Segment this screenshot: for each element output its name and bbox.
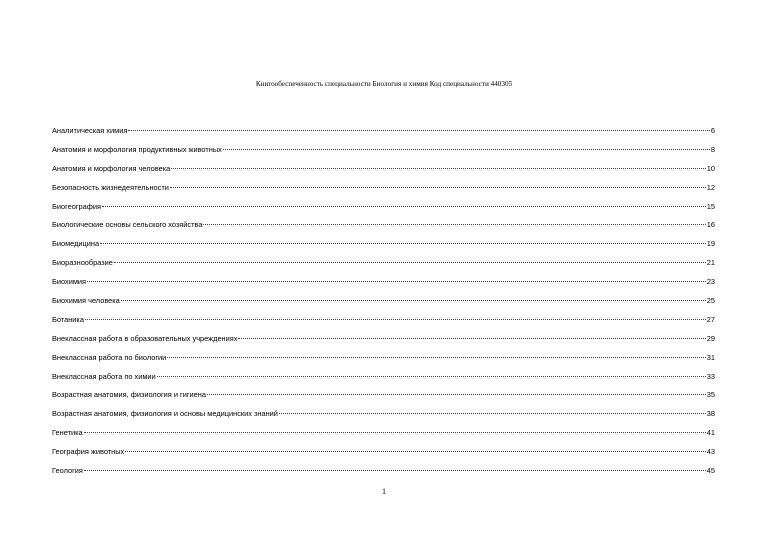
toc-dot-leader bbox=[170, 187, 706, 188]
toc-entry-label: Биоразнообразие bbox=[52, 258, 113, 268]
toc-entry-page-number: 21 bbox=[706, 258, 715, 268]
toc-entry-page-number: 10 bbox=[706, 163, 715, 173]
toc-entry[interactable] bbox=[52, 239, 715, 258]
toc-entry-page-number: 43 bbox=[706, 447, 715, 457]
toc-entry[interactable] bbox=[52, 220, 715, 239]
toc-entry-page-number: 23 bbox=[706, 277, 715, 287]
toc-entry[interactable] bbox=[52, 315, 715, 334]
toc-entry-label: Безопасность жизнедеятельности bbox=[52, 182, 169, 192]
toc-entry-page-number: 8 bbox=[710, 144, 715, 154]
toc-entry[interactable] bbox=[52, 428, 715, 447]
toc-entry-label: Внеклассная работа по химии bbox=[52, 371, 156, 381]
toc-dot-leader bbox=[203, 224, 705, 225]
toc-dot-leader bbox=[128, 130, 710, 131]
toc-entry-label: Генетика bbox=[52, 428, 83, 438]
toc-entry[interactable] bbox=[52, 409, 715, 428]
toc-entry[interactable] bbox=[52, 258, 715, 277]
toc-entry-page-number: 6 bbox=[710, 126, 715, 135]
toc-entry-label: Ботаника bbox=[52, 314, 84, 324]
toc-entry-label: Внеклассная работа в образовательных учреждениях bbox=[52, 333, 238, 343]
document-title: Книгообеспеченность специальности Биология и химия Код специальности 440305 bbox=[255, 80, 513, 88]
toc-entry[interactable] bbox=[52, 334, 715, 353]
toc-entry-page-number: 19 bbox=[706, 239, 715, 249]
toc-dot-leader bbox=[207, 394, 706, 395]
toc-entry-page-number: 29 bbox=[706, 333, 715, 343]
toc-entry-page-number: 33 bbox=[706, 371, 715, 381]
toc-entry-label: Анатомия и морфология продуктивных животных bbox=[52, 144, 222, 154]
toc-entry-label: Биологические основы сельского хозяйства bbox=[52, 220, 203, 230]
toc-entry-page-number: 35 bbox=[706, 390, 715, 400]
toc-entry-label: Внеклассная работа по биологии bbox=[52, 352, 167, 362]
toc-entry[interactable] bbox=[52, 447, 715, 466]
toc-entry-label: Биохимия человека bbox=[52, 296, 120, 306]
toc-entry[interactable] bbox=[52, 372, 715, 391]
table-of-contents bbox=[52, 126, 715, 485]
toc-dot-leader bbox=[238, 338, 705, 339]
toc-entry-label: Биохимия bbox=[52, 277, 87, 287]
toc-dot-leader bbox=[85, 319, 706, 320]
toc-entry[interactable] bbox=[52, 296, 715, 315]
toc-entry-label: Биомедицина bbox=[52, 239, 100, 249]
toc-entry-page-number: 25 bbox=[706, 296, 715, 306]
toc-entry-page-number: 16 bbox=[706, 220, 715, 230]
toc-dot-leader bbox=[121, 300, 706, 301]
toc-dot-leader bbox=[171, 168, 706, 169]
toc-entry-label: Возрастная анатомия, физиология и гигиена bbox=[52, 390, 206, 400]
toc-entry[interactable] bbox=[52, 277, 715, 296]
toc-dot-leader bbox=[223, 149, 710, 150]
toc-dot-leader bbox=[157, 376, 706, 377]
toc-entry[interactable] bbox=[52, 126, 715, 145]
toc-dot-leader bbox=[84, 470, 706, 471]
toc-dot-leader bbox=[87, 281, 706, 282]
toc-entry-label: Аналитическая химия bbox=[52, 126, 128, 135]
toc-entry-label: Анатомия и морфология человека bbox=[52, 163, 171, 173]
toc-dot-leader bbox=[125, 451, 706, 452]
toc-dot-leader bbox=[167, 357, 705, 358]
toc-entry-page-number: 12 bbox=[706, 182, 715, 192]
toc-entry[interactable] bbox=[52, 466, 715, 485]
toc-entry-page-number: 27 bbox=[706, 314, 715, 324]
toc-entry-label: Возрастная анатомия, физиология и основы медицинских знаний bbox=[52, 409, 278, 419]
toc-entry-label: Геология bbox=[52, 466, 83, 476]
toc-dot-leader bbox=[100, 243, 706, 244]
toc-entry[interactable] bbox=[52, 390, 715, 409]
toc-dot-leader bbox=[114, 262, 706, 263]
toc-entry[interactable] bbox=[52, 164, 715, 183]
toc-dot-leader bbox=[84, 432, 706, 433]
page-number: 1 bbox=[382, 487, 386, 496]
toc-entry-page-number: 45 bbox=[706, 466, 715, 476]
toc-entry[interactable] bbox=[52, 202, 715, 221]
toc-entry[interactable] bbox=[52, 145, 715, 164]
toc-entry-page-number: 41 bbox=[706, 428, 715, 438]
toc-dot-leader bbox=[279, 413, 706, 414]
toc-entry-label: Биогеография bbox=[52, 201, 101, 211]
toc-entry-page-number: 38 bbox=[706, 409, 715, 419]
toc-entry-page-number: 31 bbox=[706, 352, 715, 362]
toc-entry[interactable] bbox=[52, 353, 715, 372]
toc-dot-leader bbox=[102, 206, 706, 207]
toc-entry-page-number: 15 bbox=[706, 201, 715, 211]
toc-entry[interactable] bbox=[52, 183, 715, 202]
toc-entry-label: География животных bbox=[52, 447, 125, 457]
